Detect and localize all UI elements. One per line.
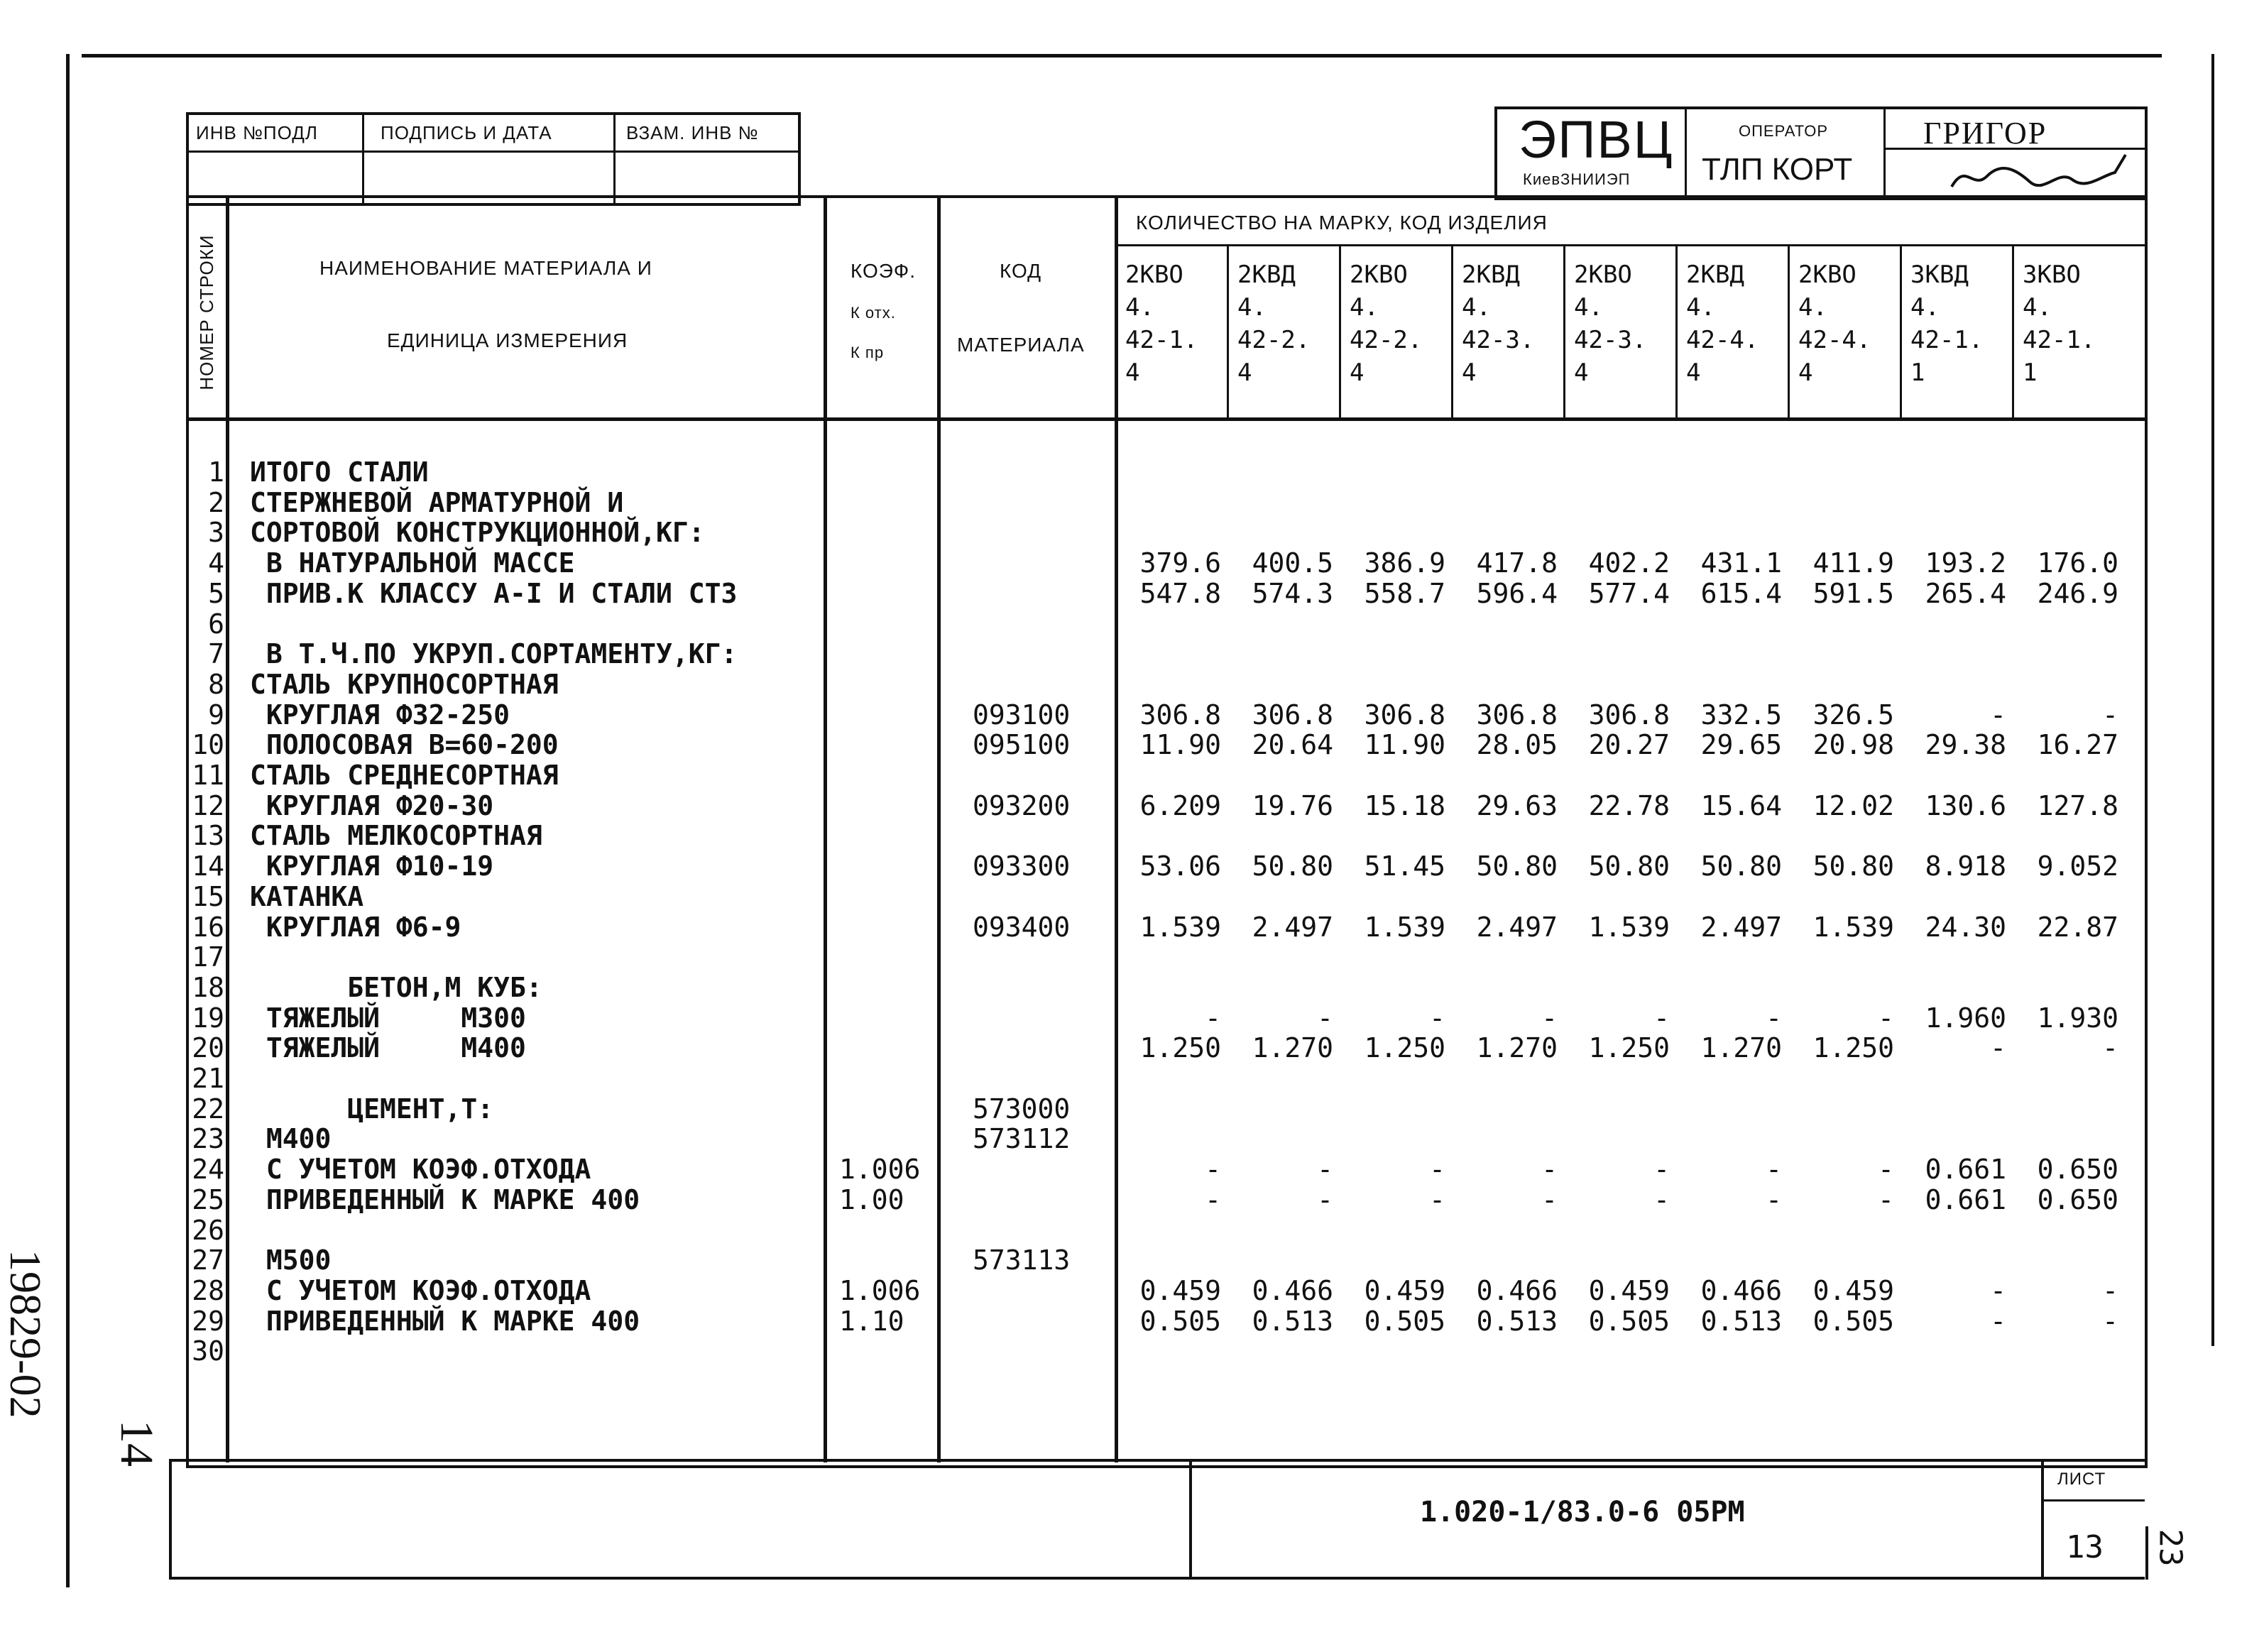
product-code-cell: 1 — [1910, 359, 1925, 387]
product-code-cell: 4. — [2023, 293, 2052, 322]
quantity-value: 400.5 — [1252, 547, 1333, 579]
product-code-cell: 42-2. — [1237, 326, 1311, 354]
quantity-value: 0.513 — [1252, 1305, 1333, 1337]
row-number: 27 — [192, 1245, 224, 1276]
row-number: 20 — [192, 1032, 224, 1064]
product-code-cell: 42-4. — [1686, 326, 1759, 354]
table-row — [0, 789, 2264, 821]
table-row — [0, 973, 2264, 1002]
row-number: 15 — [192, 880, 224, 912]
quantity-value: 306.8 — [1364, 699, 1445, 731]
quantity-value: 0.459 — [1812, 1274, 1894, 1306]
coefficient: 1.006 — [839, 1154, 921, 1186]
quantity-value: 0.505 — [1364, 1305, 1445, 1337]
quantity-value: 0.459 — [1588, 1274, 1670, 1306]
material-name: ТЯЖЕЛЫЙ М400 — [250, 1032, 526, 1064]
product-code-cell: 4 — [1798, 359, 1813, 387]
product-code-cell: 4. — [1350, 293, 1379, 322]
quantity-value: - — [1990, 1305, 2006, 1337]
quantity-value: 20.64 — [1252, 729, 1333, 761]
material-code: 095100 — [973, 729, 1071, 761]
footer-doc-code: 1.020-1/83.0-6 05РМ — [1420, 1496, 1745, 1528]
quantity-value: - — [1653, 1154, 1670, 1186]
quantity-value: - — [1878, 1154, 1894, 1186]
product-code-cell: 2КВО — [1574, 261, 1632, 289]
table-row — [0, 913, 2264, 941]
table-row — [0, 1064, 2264, 1093]
quantity-value: 11.90 — [1364, 729, 1445, 761]
quantity-value: 402.2 — [1588, 547, 1670, 579]
material-name: ТЯЖЕЛЫЙ М300 — [250, 1002, 526, 1034]
row-number: 12 — [192, 789, 224, 821]
product-code-cell: 2КВД — [1686, 261, 1744, 289]
material-code: 573000 — [973, 1093, 1071, 1125]
material-name: ИТОГО СТАЛИ — [250, 456, 429, 488]
quantity-value: 19.76 — [1252, 789, 1333, 821]
header-coef-line1: КОЭФ. — [851, 260, 916, 282]
page-number: 23 — [2152, 1528, 2189, 1567]
material-name: СТАЛЬ МЕЛКОСОРТНАЯ — [250, 820, 542, 852]
quantity-value: 332.5 — [1700, 699, 1782, 731]
header-coef-line3: К пр — [851, 344, 885, 361]
product-code-cell: 4. — [1574, 293, 1603, 322]
quantity-value: 2.497 — [1252, 911, 1333, 943]
row-number: 13 — [192, 820, 224, 852]
product-code-cell: 42-3. — [1574, 326, 1647, 354]
quantity-value: 0.459 — [1139, 1274, 1221, 1306]
quantity-value: 0.513 — [1476, 1305, 1558, 1337]
table-row — [0, 1276, 2264, 1305]
product-code-cell: 2КВО — [1125, 261, 1183, 289]
quantity-value: 326.5 — [1812, 699, 1894, 731]
material-name: СТАЛЬ СРЕДНЕСОРТНАЯ — [250, 760, 559, 791]
stamp-org-small: КиевЗНИИЭП — [1523, 170, 1631, 188]
row-number: 9 — [208, 699, 224, 731]
quantity-value: 0.650 — [2037, 1154, 2118, 1186]
row-number: 26 — [192, 1214, 224, 1246]
table-row — [0, 852, 2264, 880]
material-name: М500 — [250, 1245, 332, 1276]
quantity-value: - — [1653, 1183, 1670, 1215]
product-code-cell: 2КВО — [1798, 261, 1856, 289]
table-row — [0, 1004, 2264, 1032]
quantity-value: 193.2 — [1925, 547, 2006, 579]
product-code-cell: 4. — [1462, 293, 1491, 322]
quantity-value: 0.459 — [1364, 1274, 1445, 1306]
table-row — [0, 821, 2264, 850]
quantity-value: 306.8 — [1476, 699, 1558, 731]
quantity-value: 53.06 — [1139, 850, 1221, 882]
material-name: ПРИВ.К КЛАССУ А-I И СТАЛИ СТ3 — [250, 577, 738, 609]
quantity-value: 8.918 — [1925, 850, 2006, 882]
quantity-value: - — [1429, 1183, 1445, 1215]
table-row — [0, 1216, 2264, 1245]
quantity-value: 0.505 — [1588, 1305, 1670, 1337]
stamp-vzam-inv: ВЗАМ. ИНВ № — [626, 122, 759, 143]
quantity-value: 130.6 — [1925, 789, 2006, 821]
product-code-cell: 4. — [1798, 293, 1827, 322]
quantity-value: 11.90 — [1139, 729, 1221, 761]
quantity-value: 547.8 — [1139, 577, 1221, 609]
product-code-cell: 3КВД — [1910, 261, 1969, 289]
product-code-cell: 42-1. — [1910, 326, 1984, 354]
quantity-value: - — [1429, 1002, 1445, 1034]
table-row — [0, 518, 2264, 547]
quantity-value: 0.466 — [1700, 1274, 1782, 1306]
row-number: 8 — [208, 668, 224, 700]
row-number: 17 — [192, 941, 224, 973]
quantity-value: 15.18 — [1364, 789, 1445, 821]
quantity-value: - — [1990, 699, 2006, 731]
material-name: В НАТУРАЛЬНОЙ МАССЕ — [250, 547, 575, 579]
table-row — [0, 1183, 2264, 1215]
quantity-value: 0.505 — [1139, 1305, 1221, 1337]
quantity-value: 1.539 — [1812, 911, 1894, 943]
material-name: КРУГЛАЯ Ф20-30 — [250, 789, 494, 821]
product-code-cell: 4. — [1237, 293, 1267, 322]
quantity-value: 50.80 — [1700, 850, 1782, 882]
coefficient: 1.00 — [839, 1183, 904, 1215]
quantity-value: 1.270 — [1252, 1032, 1333, 1064]
quantity-value: 0.661 — [1925, 1154, 2006, 1186]
quantity-value: 16.27 — [2037, 729, 2118, 761]
row-number: 19 — [192, 1002, 224, 1034]
quantity-value: - — [1990, 1274, 2006, 1306]
quantity-value: - — [1541, 1154, 1558, 1186]
material-name: БЕТОН,М КУБ: — [250, 971, 542, 1003]
product-code-cell: 4 — [1125, 359, 1140, 387]
header-qty-title: КОЛИЧЕСТВО НА МАРКУ, КОД ИЗДЕЛИЯ — [1136, 212, 1548, 234]
table-row — [0, 549, 2264, 577]
material-code: 093100 — [973, 699, 1071, 731]
quantity-value: 0.661 — [1925, 1183, 2006, 1215]
product-code-cell: 4 — [1350, 359, 1365, 387]
quantity-value: 50.80 — [1812, 850, 1894, 882]
material-name: КРУГЛАЯ Ф32-250 — [250, 699, 510, 731]
stamp-operator-label: ОПЕРАТОР — [1739, 122, 1828, 140]
quantity-value: - — [1317, 1002, 1333, 1034]
material-name: КАТАНКА — [250, 880, 364, 912]
quantity-value: 1.270 — [1476, 1032, 1558, 1064]
table-row — [0, 488, 2264, 517]
product-code-cell: 2КВД — [1462, 261, 1520, 289]
row-number: 2 — [208, 486, 224, 518]
product-code-cell: 2КВО — [1350, 261, 1408, 289]
header-coef-line2: К отх. — [851, 304, 896, 322]
quantity-value: 15.64 — [1700, 789, 1782, 821]
quantity-value: 22.78 — [1588, 789, 1670, 821]
quantity-value: 29.63 — [1476, 789, 1558, 821]
table-row — [0, 610, 2264, 638]
material-name: СТАЛЬ КРУПНОСОРТНАЯ — [250, 668, 559, 700]
row-number: 16 — [192, 911, 224, 943]
table-row — [0, 943, 2264, 971]
quantity-value: 596.4 — [1476, 577, 1558, 609]
quantity-value: 574.3 — [1252, 577, 1333, 609]
row-number: 3 — [208, 517, 224, 549]
quantity-value: 1.250 — [1812, 1032, 1894, 1064]
product-code-cell: 3КВО — [2023, 261, 2081, 289]
row-number: 23 — [192, 1123, 224, 1155]
quantity-value: 577.4 — [1588, 577, 1670, 609]
quantity-value: 29.38 — [1925, 729, 2006, 761]
quantity-value: 265.4 — [1925, 577, 2006, 609]
row-number: 4 — [208, 547, 224, 579]
table-row — [0, 1307, 2264, 1335]
quantity-value: - — [1317, 1183, 1333, 1215]
quantity-value: 1.930 — [2037, 1002, 2118, 1034]
quantity-value: 411.9 — [1812, 547, 1894, 579]
stamp-podpis-data: ПОДПИСЬ И ДАТА — [381, 122, 552, 143]
material-name: СОРТОВОЙ КОНСТРУКЦИОННОЙ,КГ: — [250, 517, 705, 549]
material-name: ЦЕМЕНТ,Т: — [250, 1093, 494, 1125]
quantity-value: 20.98 — [1812, 729, 1894, 761]
quantity-value: 1.250 — [1364, 1032, 1445, 1064]
quantity-value: - — [2102, 1032, 2118, 1064]
quantity-value: 1.960 — [1925, 1002, 2006, 1034]
quantity-value: 306.8 — [1252, 699, 1333, 731]
material-name: ПОЛОСОВАЯ В=60-200 — [250, 729, 559, 761]
quantity-value: - — [1878, 1183, 1894, 1215]
quantity-value: 558.7 — [1364, 577, 1445, 609]
table-row — [0, 1125, 2264, 1153]
product-code-cell: 42-1. — [1125, 326, 1198, 354]
material-name: ПРИВЕДЕННЫЙ К МАРКЕ 400 — [250, 1305, 640, 1337]
row-number: 11 — [192, 760, 224, 791]
quantity-value: 28.05 — [1476, 729, 1558, 761]
quantity-value: 306.8 — [1588, 699, 1670, 731]
quantity-value: 0.466 — [1476, 1274, 1558, 1306]
quantity-value: 176.0 — [2037, 547, 2118, 579]
product-code-cell: 4 — [1686, 359, 1701, 387]
material-code: 093400 — [973, 911, 1071, 943]
row-number: 24 — [192, 1154, 224, 1186]
material-name: ПРИВЕДЕННЫЙ К МАРКЕ 400 — [250, 1183, 640, 1215]
table-row — [0, 1154, 2264, 1186]
header-name-line2: ЕДИНИЦА ИЗМЕРЕНИЯ — [387, 329, 628, 351]
stamp-operator-value: ТЛП КОРТ — [1702, 152, 1853, 187]
row-number: 25 — [192, 1183, 224, 1215]
product-code-cell: 4 — [1462, 359, 1477, 387]
product-code-cell: 4 — [1237, 359, 1252, 387]
table-row — [0, 1034, 2264, 1062]
quantity-value: 24.30 — [1925, 911, 2006, 943]
quantity-value: - — [1429, 1154, 1445, 1186]
quantity-value: 22.87 — [2037, 911, 2118, 943]
product-code-cell: 42-1. — [2023, 326, 2096, 354]
quantity-value: 2.497 — [1476, 911, 1558, 943]
header-row-number: НОМЕР СТРОКИ — [196, 234, 217, 390]
quantity-value: 1.250 — [1139, 1032, 1221, 1064]
table-row — [0, 701, 2264, 729]
quantity-value: 1.539 — [1139, 911, 1221, 943]
quantity-value: - — [1766, 1002, 1782, 1034]
quantity-value: 1.539 — [1588, 911, 1670, 943]
product-code-cell: 42-2. — [1350, 326, 1423, 354]
table-row — [0, 731, 2264, 759]
quantity-value: 9.052 — [2037, 850, 2118, 882]
footer-sheet-number: 13 — [2066, 1529, 2104, 1565]
product-code-cell: 1 — [2023, 359, 2038, 387]
product-code-cell: 4. — [1910, 293, 1940, 322]
row-number: 28 — [192, 1274, 224, 1306]
quantity-value: 379.6 — [1139, 547, 1221, 579]
quantity-value: - — [1653, 1002, 1670, 1034]
quantity-value: 0.650 — [2037, 1183, 2118, 1215]
coefficient: 1.006 — [839, 1274, 921, 1306]
material-code: 573113 — [973, 1245, 1071, 1276]
quantity-value: - — [1541, 1002, 1558, 1034]
quantity-value: 0.505 — [1812, 1305, 1894, 1337]
material-code: 573112 — [973, 1123, 1071, 1155]
material-code: 093200 — [973, 789, 1071, 821]
row-number: 29 — [192, 1305, 224, 1337]
stamp-org-big: ЭПВЦ — [1519, 110, 1674, 169]
quantity-value: 246.9 — [2037, 577, 2118, 609]
row-number: 22 — [192, 1093, 224, 1125]
quantity-value: - — [1205, 1154, 1221, 1186]
quantity-value: 615.4 — [1700, 577, 1782, 609]
product-code-cell: 4 — [1574, 359, 1589, 387]
table-row — [0, 640, 2264, 668]
material-name: КРУГЛАЯ Ф10-19 — [250, 850, 494, 882]
side-inv-number: 19829-02 — [1, 1249, 49, 1418]
quantity-value: 0.513 — [1700, 1305, 1782, 1337]
product-code-cell: 42-4. — [1798, 326, 1871, 354]
product-code-cell: 4. — [1686, 293, 1715, 322]
table-row — [0, 1246, 2264, 1274]
quantity-value: 20.27 — [1588, 729, 1670, 761]
footer-block — [169, 1459, 2145, 1580]
product-code-cell: 2КВД — [1237, 261, 1296, 289]
quantity-value: 50.80 — [1476, 850, 1558, 882]
quantity-value: - — [1766, 1154, 1782, 1186]
quantity-value: - — [1766, 1183, 1782, 1215]
material-name: КРУГЛАЯ Ф6-9 — [250, 911, 461, 943]
table-row — [0, 882, 2264, 911]
coefficient: 1.10 — [839, 1305, 904, 1337]
quantity-value: 1.250 — [1588, 1032, 1670, 1064]
quantity-value: 0.466 — [1252, 1274, 1333, 1306]
table-row — [0, 670, 2264, 699]
table-row — [0, 458, 2264, 486]
row-number: 6 — [208, 608, 224, 640]
row-number: 30 — [192, 1335, 224, 1367]
quantity-value: 6.209 — [1139, 789, 1221, 821]
footer-sheet-label: ЛИСТ — [2057, 1470, 2106, 1489]
material-name: В Т.Ч.ПО УКРУП.СОРТАМЕНТУ,КГ: — [250, 638, 738, 670]
table-row — [0, 761, 2264, 789]
stamp-inv-podl: ИНВ №ПОДЛ — [196, 122, 318, 143]
row-number: 7 — [208, 638, 224, 670]
product-code-cell: 42-3. — [1462, 326, 1535, 354]
quantity-value: 127.8 — [2037, 789, 2118, 821]
material-name: М400 — [250, 1123, 332, 1155]
material-name: С УЧЕТОМ КОЭФ.ОТХОДА — [250, 1274, 591, 1306]
table-row — [0, 1337, 2264, 1365]
quantity-value: 591.5 — [1812, 577, 1894, 609]
row-number: 1 — [208, 456, 224, 488]
quantity-value: 386.9 — [1364, 547, 1445, 579]
quantity-value: 50.80 — [1252, 850, 1333, 882]
quantity-value: - — [1317, 1154, 1333, 1186]
header-code-line2: МАТЕРИАЛА — [957, 334, 1085, 356]
material-code: 093300 — [973, 850, 1071, 882]
row-number: 10 — [192, 729, 224, 761]
quantity-value: 431.1 — [1700, 547, 1782, 579]
quantity-value: 29.65 — [1700, 729, 1782, 761]
quantity-value: - — [1205, 1002, 1221, 1034]
quantity-value: - — [1878, 1002, 1894, 1034]
quantity-value: 306.8 — [1139, 699, 1221, 731]
table-row — [0, 1095, 2264, 1123]
quantity-value: 417.8 — [1476, 547, 1558, 579]
quantity-value: 50.80 — [1588, 850, 1670, 882]
quantity-value: - — [1205, 1183, 1221, 1215]
quantity-value: - — [1990, 1032, 2006, 1064]
row-number: 21 — [192, 1063, 224, 1094]
stamp-griror: ГРИГОР — [1923, 116, 2047, 151]
quantity-value: 51.45 — [1364, 850, 1445, 882]
quantity-value: 1.270 — [1700, 1032, 1782, 1064]
header-code-line1: КОД — [1000, 260, 1042, 282]
quantity-value: - — [2102, 1274, 2118, 1306]
quantity-value: - — [2102, 699, 2118, 731]
quantity-value: 12.02 — [1812, 789, 1894, 821]
material-name: СТЕРЖНЕВОЙ АРМАТУРНОЙ И — [250, 486, 624, 518]
header-name-line1: НАИМЕНОВАНИЕ МАТЕРИАЛА И — [319, 257, 652, 279]
product-code-cell: 4. — [1125, 293, 1154, 322]
quantity-value: 2.497 — [1700, 911, 1782, 943]
row-number: 18 — [192, 971, 224, 1003]
side-mark: 14 — [111, 1420, 163, 1467]
quantity-value: - — [1541, 1183, 1558, 1215]
row-number: 5 — [208, 577, 224, 609]
row-number: 14 — [192, 850, 224, 882]
quantity-value: - — [2102, 1305, 2118, 1337]
material-name: С УЧЕТОМ КОЭФ.ОТХОДА — [250, 1154, 591, 1186]
quantity-value: 1.539 — [1364, 911, 1445, 943]
table-row — [0, 579, 2264, 608]
